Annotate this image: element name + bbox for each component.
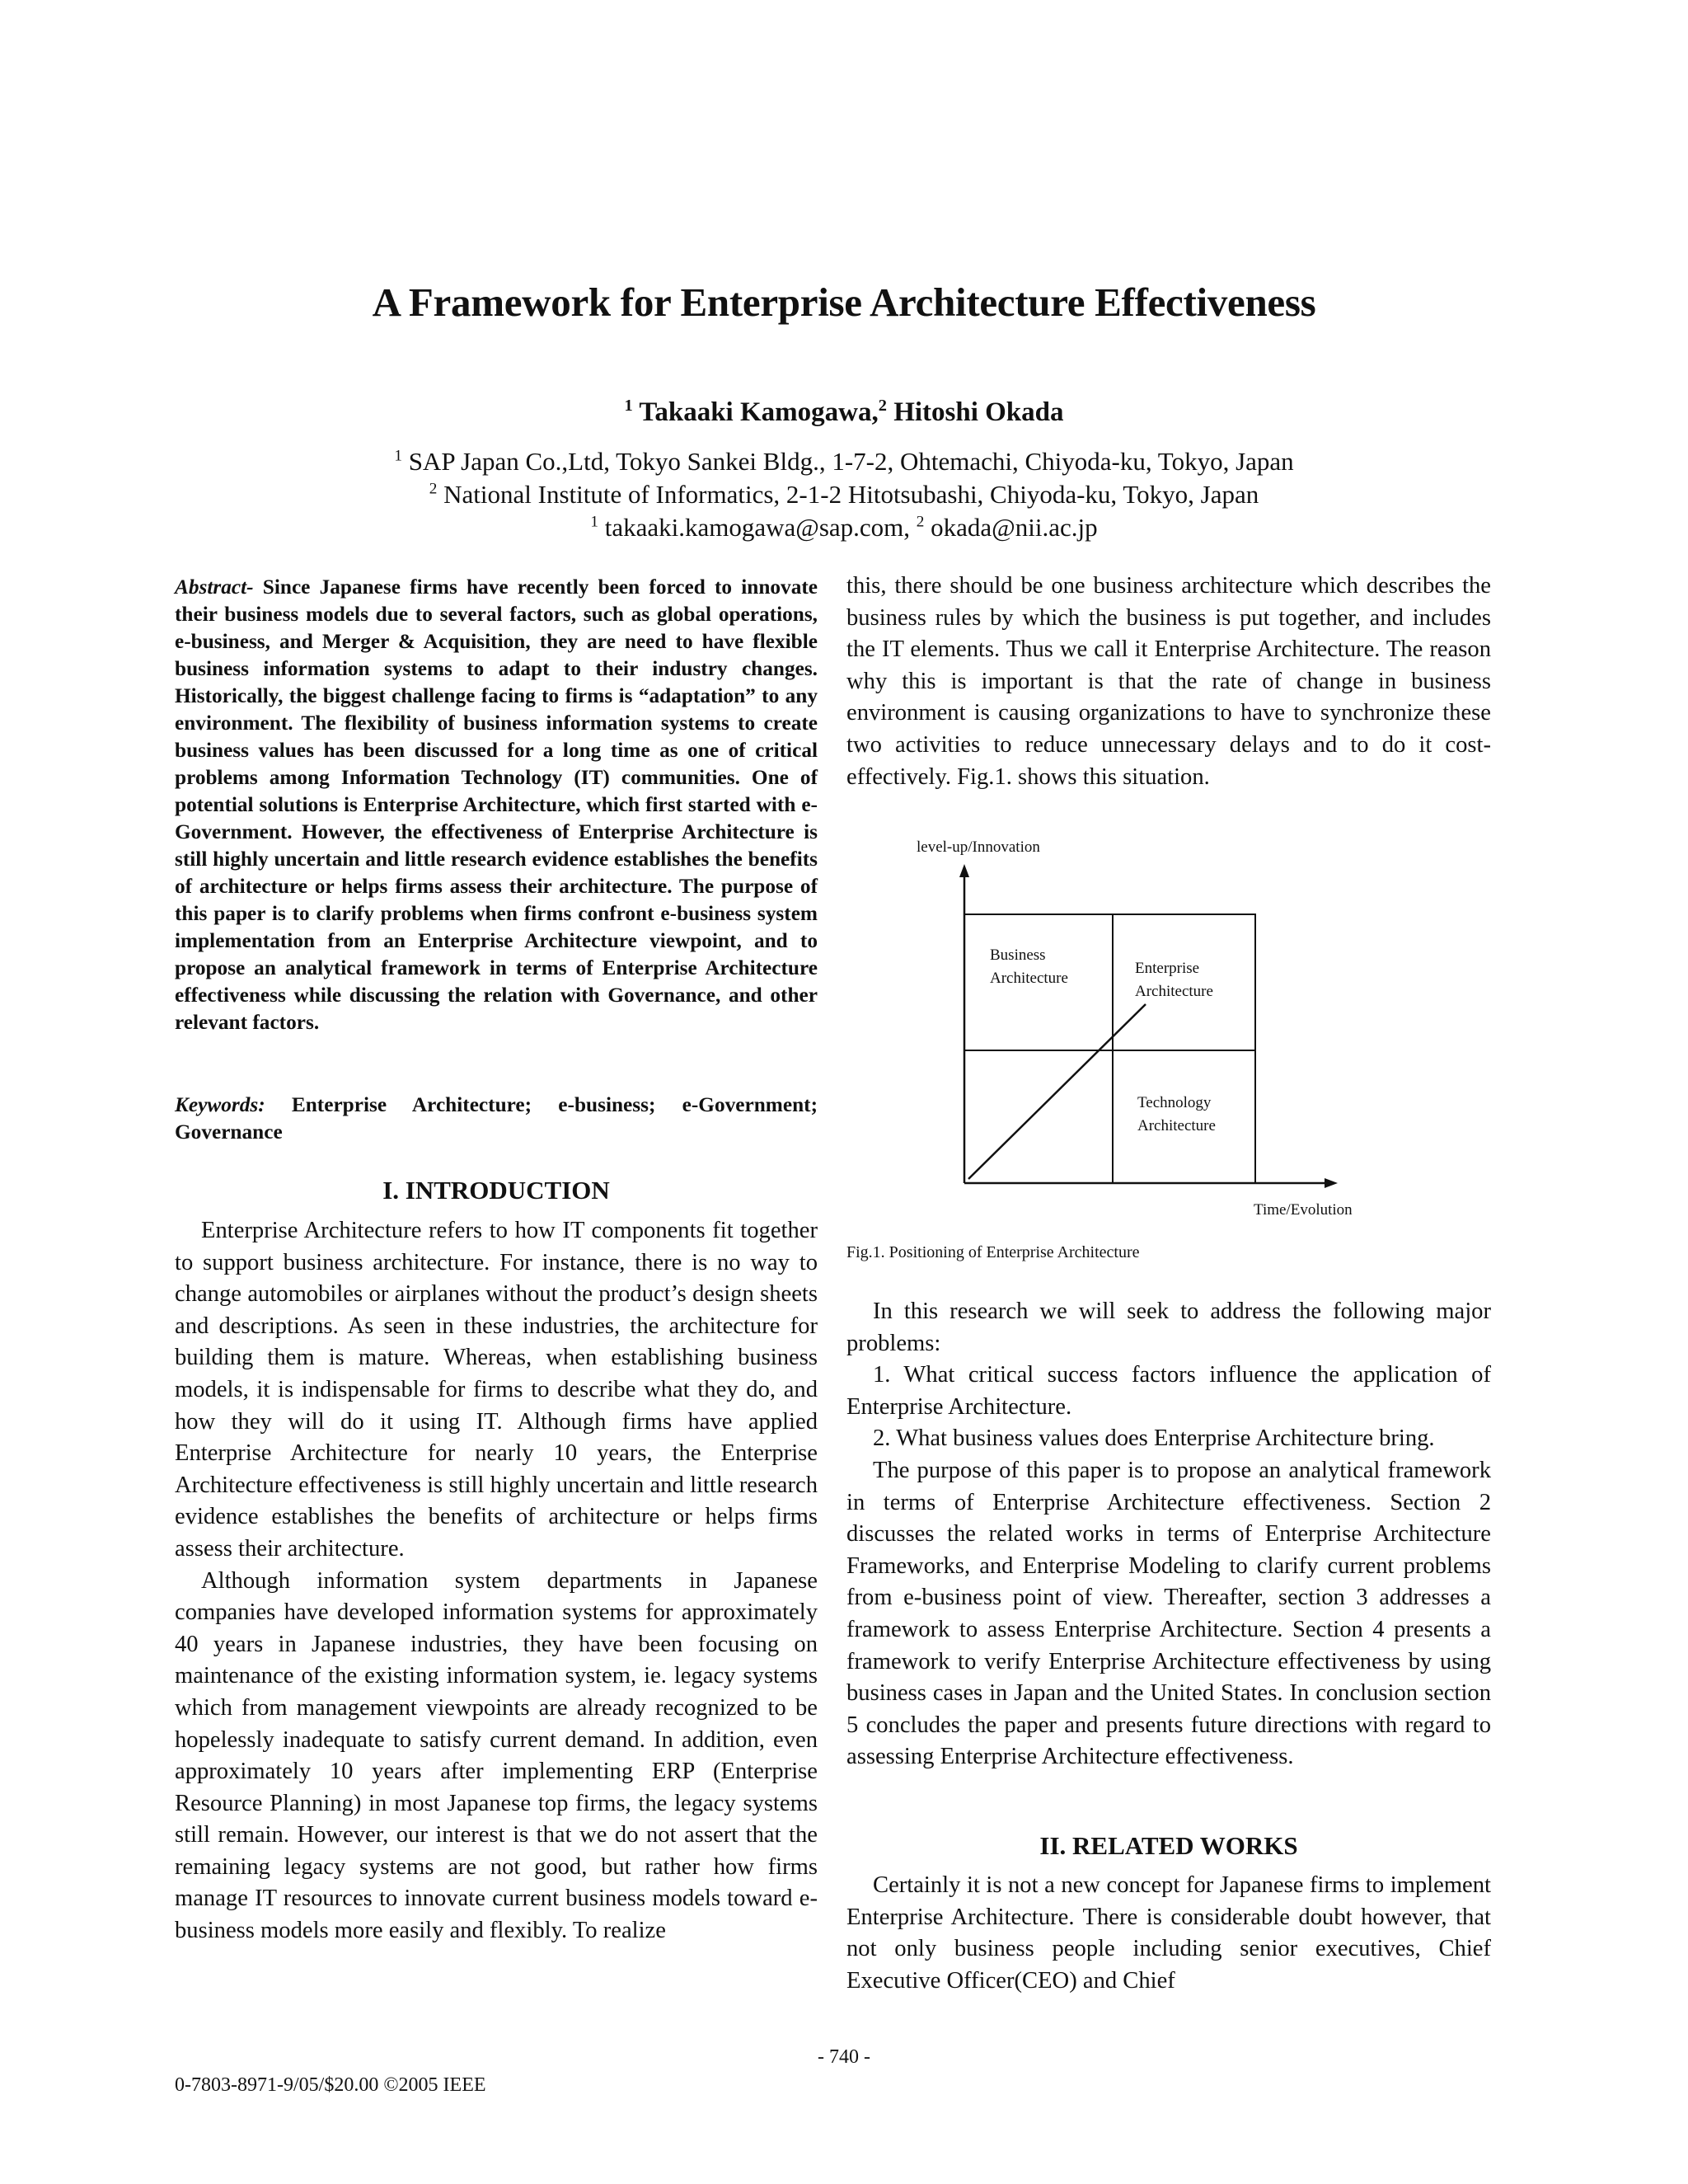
purpose-paragraph: The purpose of this paper is to propose an analytical framework in terms of Enterprise Architecture effectiveness. Section 2 discusses the related works in terms of Enterprise Architecture Frameworks, and Enterprise Modeling to clarify current problems from e-business point of view. Thereafter, section 3 addresses a framework to assess Enterprise Architecture. Section 4 presents a framework to verify Enterprise Architecture effectiveness by using business cases in Japan and the United States. In conclusion section 5 concludes the paper and presents future directions with regard to assessing Enterprise Architecture effectiveness.: [846, 1457, 1491, 1770]
technology-label-line2: Architecture: [1137, 1117, 1216, 1134]
paper-title: A Framework for Enterprise Architecture Effectiveness: [372, 279, 1316, 325]
y-axis-label: level-up/Innovation: [917, 838, 1040, 856]
section-2-body: [846, 1870, 1491, 1997]
author-1-name: Takaaki Kamogawa,: [639, 397, 879, 427]
section-2-paragraph-1: Certainly it is not a new concept for Japanese firms to implement Enterprise Architecture. There is considerable doubt however, that not only business people including senior executives, Chief Executive Officer(CEO) and Chief: [846, 1872, 1491, 1994]
email-2-sup: 2: [916, 513, 925, 531]
section-1-paragraph-2: Although information system departments in Japanese companies have developed information systems for approximately 40 years in Japanese industries, they have been focusing on maintenance of the existing information system, ie. legacy systems which from management viewpoints are already recognized to be hopelessly inadequate to satisfy current demand. In addition, even approximately 10 years after implementing ERP (Enterprise Resource Planning) in most Japanese top firms, the legacy systems still remain. However, our interest is that we do not assert that the remaining legacy systems are not good, but rather how firms manage IT resources to innovate current business models toward e-business models more easily and flexibly. To realize: [175, 1567, 818, 1944]
x-axis-arrowhead: [1325, 1178, 1338, 1188]
affiliation-2: [0, 480, 1688, 510]
affiliation-1-sup: 1: [394, 447, 402, 465]
figure-1-diagram: [846, 833, 1473, 1278]
business-label-line2: Architecture: [990, 970, 1068, 987]
section-1-heading: I. INTRODUCTION: [382, 1176, 610, 1205]
figure-1-caption: Fig.1. Positioning of Enterprise Architecture: [846, 1243, 1140, 1261]
author-2-name: Hitoshi Okada: [893, 397, 1064, 427]
section-2-heading: II. RELATED WORKS: [1039, 1831, 1298, 1860]
research-question-1: 1. What critical success factors influence the application of Enterprise Architecture.: [846, 1362, 1491, 1420]
keywords: [175, 1092, 818, 1146]
affiliation-2-sup: 2: [429, 480, 438, 498]
abstract-label: Abstract-: [175, 575, 254, 599]
page-number: - 740 -: [818, 2046, 870, 2068]
keywords-text: Enterprise Architecture; e-business; e-Government; Governance: [175, 1093, 818, 1144]
x-axis-label: Time/Evolution: [1254, 1201, 1353, 1219]
enterprise-label-line1: Enterprise: [1135, 960, 1200, 977]
research-intro: In this research we will seek to address the following major problems:: [846, 1299, 1491, 1356]
research-question-2: 2. What business values does Enterprise Architecture bring.: [873, 1425, 1435, 1452]
continuation-paragraph: this, there should be one business architecture which describes the business rules by which the business is put together, and includes the IT elements. Thus we call it Enterprise Architecture. The reason why this is important is that the rate of change in business environment is causing organizations to have to synchronize these two activities to reduce unnecessary delays and to do it cost-effectively. Fig.1. shows this situation.: [846, 573, 1491, 790]
author-2-sup: 2: [878, 397, 887, 415]
author-1-sup: 1: [624, 397, 633, 415]
abstract: [175, 574, 818, 1036]
enterprise-label-line2: Architecture: [1135, 983, 1213, 1000]
evolution-diagonal-line: [968, 1004, 1146, 1179]
technology-label-line1: Technology: [1137, 1094, 1212, 1111]
y-axis-arrowhead: [959, 864, 969, 877]
email-1-sup: 1: [590, 513, 599, 531]
author-list: [0, 397, 1688, 428]
keywords-label: Keywords:: [175, 1093, 265, 1116]
copyright-notice: 0-7803-8971-9/05/$20.00 ©2005 IEEE: [175, 2074, 486, 2096]
email-1[interactable]: takaaki.kamogawa@sap.com,: [604, 513, 911, 542]
email-2[interactable]: okada@nii.ac.jp: [931, 513, 1098, 542]
right-column-continuation: [846, 571, 1491, 793]
affiliation-1-text: SAP Japan Co.,Ltd, Tokyo Sankei Bldg., 1-7-2, Ohtemachi, Chiyoda-ku, Tokyo, Japan: [408, 447, 1294, 476]
business-label-line1: Business: [990, 946, 1046, 964]
section-1-body: [175, 1215, 818, 1947]
research-questions-block: [846, 1296, 1491, 1773]
abstract-text: Since Japanese firms have recently been forced to innovate their business models due to several factors, such as global operations, e-business, and Merger & Acquisition, they are need to have flexible business information systems to adapt to their industry changes. Historically, the biggest challenge facing to firms is “adaptation” to any environment. The flexibility of business information systems to create business values has been discussed for a long time as one of critical problems among Information Technology (IT) communities. One of potential solutions is Enterprise Architecture, which first started with e-Government. However, the effectiveness of Enterprise Architecture is still highly uncertain and little research evidence establishes the benefits of architecture or helps firms assess their architecture. The purpose of this paper is to clarify problems when firms confront e-business system implementation from an Enterprise Architecture viewpoint, and to propose an analytical framework in terms of Enterprise Architecture effectiveness while discussing the relation with Governance, and other relevant factors.: [175, 575, 818, 1034]
author-emails: [0, 513, 1688, 542]
affiliation-2-text: National Institute of Informatics, 2-1-2 Hitotsubashi, Chiyoda-ku, Tokyo, Japan: [443, 480, 1259, 509]
section-1-paragraph-1: Enterprise Architecture refers to how IT components fit together to support business architecture. For instance, there is no way to change automobiles or airplanes without the product’s design sheets and descriptions. As seen in these industries, the architecture for building them is mature. Whereas, when establishing business models, it is indispensable for firms to describe what they do, and how they will do it using IT. Although firms have applied Enterprise Architecture for nearly 10 years, the Enterprise Architecture effectiveness is still highly uncertain and little research evidence establishes the benefits of architecture or helps firms assess their architecture.: [175, 1218, 818, 1562]
affiliation-1: [0, 447, 1688, 477]
